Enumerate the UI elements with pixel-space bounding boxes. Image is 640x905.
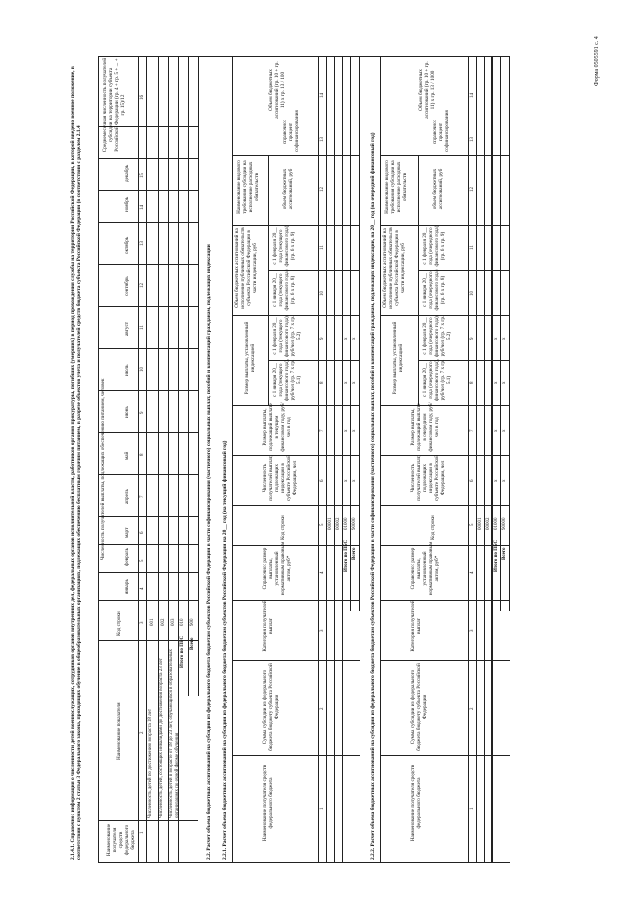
- t1-col-line: [98, 572, 198, 573]
- t1-header-col1: Наименование получателя средств федерального бюджета: [106, 823, 136, 857]
- t1-row-name: Численность детей, состоящих инвалидами до достижения возраста 23 лет: [159, 658, 164, 818]
- t1-num: 1: [140, 831, 145, 834]
- t3-col-line: [380, 755, 510, 756]
- t1-month-mar: март: [124, 527, 130, 538]
- t2-row-sep: [334, 56, 335, 863]
- t1-col-line: [98, 516, 198, 517]
- t2-total-x: x: [344, 429, 349, 432]
- t3-grand-label: Всего: [502, 547, 507, 560]
- t1-month-apr: апрель: [124, 489, 130, 504]
- t2-grand-label: Всего: [352, 547, 357, 560]
- t1-row-sep: [198, 56, 199, 696]
- t1-header-col16: Среднемесячная численность получателей субсидии на территории субъекта Российской Федерации (гр. 4 + гр. 5 + ... + гр. 15)/12: [102, 57, 126, 153]
- t3-top-border: [380, 862, 510, 863]
- t3-num: 12: [470, 187, 475, 192]
- t1-num: 6: [140, 531, 145, 534]
- t3-total-x: x: [494, 381, 499, 384]
- t1-num: 2: [140, 731, 145, 734]
- t3-num: 8: [470, 381, 475, 384]
- t2-num-row-sep: [326, 56, 327, 863]
- t3-total-code: 01000: [494, 517, 499, 530]
- t2-total-code: 01000: [344, 517, 349, 530]
- t1-num: 4: [140, 587, 145, 590]
- t1-col-line: [98, 600, 198, 601]
- t1-num: 7: [140, 495, 145, 498]
- t1-col-line: [98, 190, 198, 191]
- section-2-2-2-title: 2.2.2. Расчет объема бюджетных ассигнований на субсидии из федерального бюджета бюджетам субъектов Российской Федерации в части софинансирования (частичного) социальных выплат, пособий и компенсаций гражданам, подлежащих индексации, на 20__ год (на очередной финансовый год): [370, 132, 376, 860]
- t1-num: 14: [140, 205, 145, 210]
- t2-num: 5: [320, 523, 325, 526]
- t3-col-line: [380, 600, 510, 601]
- t3-grand-x: x: [502, 381, 507, 384]
- t2-subhdr-sep: [268, 155, 269, 405]
- t1-row-sep: [188, 56, 189, 696]
- t2-col-line: [232, 405, 360, 406]
- t2-grand-code: 90000: [352, 517, 357, 530]
- t2-num: 6: [320, 479, 325, 482]
- t3-total-x: x: [494, 429, 499, 432]
- t1-num: 16: [140, 95, 145, 100]
- t1-grand-code: 900: [190, 618, 195, 626]
- t2-top-border: [232, 862, 360, 863]
- section-2-2-1-title: 2.2.1. Расчет объема бюджетных ассигнований на субсидии из федерального бюджета бюджетам субъектов Российской Федерации на 20__ год (на текущий финансовый год): [222, 440, 228, 860]
- t1-col-line: [98, 222, 198, 223]
- t3-num: 13: [470, 137, 475, 142]
- t2-bottom-border: [232, 56, 360, 57]
- t3-header-c14: Объем бюджетных ассигнований (гр. 10 + гр. 11) x гр. 13 / 1000: [418, 61, 436, 119]
- t2-num: 11: [320, 245, 325, 250]
- t2-col-line: [232, 505, 360, 506]
- t2-num: 1: [320, 807, 325, 810]
- t2-grand-x: x: [352, 381, 357, 384]
- t1-month-dec: декабрь: [124, 164, 130, 182]
- t3-left-border: [380, 56, 381, 863]
- t1-num: 5: [140, 559, 145, 562]
- t3-grand-code: 90000: [502, 517, 507, 530]
- t2-row-sep: [350, 56, 351, 611]
- t1-col-line: [98, 348, 198, 349]
- t3-grand-x: x: [502, 337, 507, 340]
- t2-num: 7: [320, 429, 325, 432]
- t1-header-group: Численность получателей выплаты, подлежащих обеспечению питанием, человек: [100, 378, 106, 560]
- t1-col-line: [98, 432, 198, 433]
- t2-num: 10: [320, 291, 325, 296]
- t1-grand-label: Всего: [190, 637, 195, 650]
- t1-month-may: май: [124, 451, 130, 460]
- t1-month-aug: август: [124, 321, 130, 336]
- t3-num: 14: [470, 93, 475, 98]
- t2-header-c12a: объем бюджетных ассигнований, руб: [282, 168, 294, 210]
- t3-col-line: [380, 545, 510, 546]
- t3-header-c13: справочно: процент софинансирования: [432, 110, 450, 152]
- t3-total-x: x: [494, 479, 499, 482]
- t1-month-jan: январь: [124, 579, 130, 594]
- t3-num: 2: [470, 707, 475, 710]
- t3-bottom-border: [380, 56, 510, 57]
- t2-row-code: 00002: [336, 517, 341, 530]
- t2-header-c3: Категория получателей выплат: [262, 600, 274, 652]
- t3-header-c2: Сумма субсидии из федерального бюджета бюджету субъекта Российской Федерации: [410, 663, 428, 751]
- t1-col-line: [98, 158, 198, 159]
- t2-header-c10b: с 1 февраля 20__ года (текущего финансового года) (гр. 6 x гр. 9): [272, 225, 296, 267]
- t3-row-code: 00002: [486, 517, 491, 530]
- t3-num: 10: [470, 291, 475, 296]
- t1-month-sep: сентябрь: [124, 276, 130, 296]
- section-2-1-4-1-title: 2.1.4.1. Справочно: информация о численности детей военнослужащих, сотрудников органов внутренних дел, федеральных органов исполнительной власти, работников органов прокуратуры, погибших (умерших) в период прохождения службы на территории Российской Федерации, в которой введено военное положение, в соответствии с пунктом 2 статьи 3 Федерального закона, проходящих обучение в общеобразовательных организациях, подлежащих обеспечению бесплатным горячим питанием, в разрезе объектов учета и получателей средств бюджета субъекта Российской Федерации (в соответствии с разделом 2.1.4: [70, 66, 82, 860]
- t3-col-line: [380, 505, 510, 506]
- t1-header-col3: Код строки: [116, 611, 122, 636]
- t1-num: 12: [140, 283, 145, 288]
- t3-subhdr-sep: [418, 155, 419, 405]
- t2-col-line: [232, 545, 360, 546]
- t3-header-c8: Размер выплаты, установленный индексацией: [392, 321, 404, 395]
- t3-total-x: x: [494, 337, 499, 340]
- t1-col-line: [98, 264, 198, 265]
- t1-total-code: 010: [180, 618, 185, 626]
- t3-header-c10: Объем бюджетных ассигнований на исполнение публичных обязательств субъекта Российской Федерации в части индексации, руб: [382, 227, 406, 309]
- t1-num: 10: [140, 367, 145, 372]
- t1-num-row-sep: [146, 56, 147, 863]
- t2-num: 12: [320, 187, 325, 192]
- t3-header-c3: Категория получателей выплат: [410, 600, 422, 652]
- t1-num: 9: [140, 411, 145, 414]
- t3-num: 6: [470, 479, 475, 482]
- t1-month-jun: июнь: [124, 406, 130, 418]
- t3-num: 7: [470, 429, 475, 432]
- t2-num: 2: [320, 707, 325, 710]
- t2-col-line: [232, 660, 360, 661]
- t3-header-c4: Справочно: размер выплаты, установленный нормативным правовым актом, руб*: [410, 541, 440, 596]
- t3-grand-x: x: [502, 479, 507, 482]
- t2-grand-x: x: [352, 429, 357, 432]
- form-label: Форма 0505591 с. 4: [594, 36, 600, 86]
- t3-header-c8b: с 1 февраля 20__ года (очередного финансового года), руб/чел (гр. 7 x гр. 5.2): [422, 314, 452, 358]
- t3-header-c8a: с 1 января 20__ года (очередного финансового года), руб/чел (гр. 7 x гр. 5.1): [422, 358, 452, 402]
- t1-row-code: 001: [150, 618, 155, 626]
- t3-row-sep: [509, 56, 510, 611]
- t2-header-c12: Наименование видового требования субсидии на исполнение расходных обязательств: [236, 160, 260, 214]
- t2-total-x: x: [344, 381, 349, 384]
- t1-col-line: [98, 390, 198, 391]
- t3-header-c6: Численность получателей выплат, подлежащих индексации в субъекте Российской Федерации, чел: [410, 454, 446, 502]
- t2-col-line: [232, 600, 360, 601]
- t1-num: 8: [140, 453, 145, 456]
- t3-total-label: Итого по ПБС: [494, 539, 499, 572]
- t2-header-c7: Размер выплаты, подлежащий выплате в текущем финансовом году, руб/чел в год: [262, 402, 292, 452]
- t2-total-x: x: [344, 479, 349, 482]
- t2-header-c14: Объем бюджетных ассигнований (гр. 10 + гр. 11) x гр. 13 / 100: [268, 61, 286, 119]
- t3-header-c5: Код строки: [430, 515, 436, 540]
- t2-header-c8: Размер выплаты, установленный индексацией: [244, 321, 256, 395]
- t1-col-line: [98, 306, 198, 307]
- t2-num: 14: [320, 93, 325, 98]
- t2-header-c13: справочно: процент софинансирования: [282, 110, 300, 152]
- t3-col-line: [380, 405, 510, 406]
- t3-header-c10b: с 1 февраля 20__ года (очередного финансового года) (гр. 6 x гр. 9): [422, 225, 446, 267]
- t2-header-c6: Численность получателей выплат, подлежащих индексации в субъекте Российской Федерации, чел: [262, 454, 298, 502]
- t1-month-oct: октябрь: [124, 236, 130, 254]
- t3-row-sep: [500, 56, 501, 611]
- t1-col-line: [98, 544, 198, 545]
- t3-num: 1: [470, 807, 475, 810]
- t3-num: 3: [470, 629, 475, 632]
- t1-total-label: Итого по ПБС: [180, 635, 185, 668]
- t1-row-name: Численность детей в возрасте от 18 до 23 лет, обучающихся в образовательных организациях по очной форме обучения: [169, 649, 180, 818]
- t2-header-c10: Объем бюджетных ассигнований на исполнение публичных обязательств субъекта Российской Федерации в части индексации, руб: [234, 227, 258, 309]
- t3-col-line: [380, 660, 510, 661]
- t2-row-sep: [342, 56, 343, 863]
- t2-col-line: [232, 755, 360, 756]
- t3-num: 4: [470, 571, 475, 574]
- t1-month-nov: ноябрь: [124, 196, 130, 212]
- t1-month-jul: июль: [124, 364, 130, 376]
- t3-header-c10a: с 1 января 20__ года (очередного финансового года) (гр. 6 x гр. 8): [422, 269, 446, 311]
- t1-num: 11: [140, 325, 145, 330]
- t1-col-line: [98, 474, 198, 475]
- t3-row-sep: [484, 56, 485, 863]
- t2-grand-x: x: [352, 479, 357, 482]
- t2-num: 4: [320, 571, 325, 574]
- t2-header-c10a: с 1 января 20__ года (текущего финансового года) (гр. 6 x гр. 8): [272, 269, 296, 311]
- t2-num: 9: [320, 337, 325, 340]
- t3-grand-x: x: [502, 429, 507, 432]
- t1-row-code: 002: [161, 618, 166, 626]
- t2-row-sep: [359, 56, 360, 611]
- t3-num: 5: [470, 523, 475, 526]
- t1-row-code: 003: [171, 618, 176, 626]
- t3-header-c12: Наименование видового требования субсидии на исполнение расходных обязательств: [384, 160, 408, 214]
- t2-left-border: [232, 56, 233, 863]
- t1-num: 3: [140, 621, 145, 624]
- t1-header-col2: Наименование показателя: [116, 702, 122, 760]
- t3-row-code: 00001: [478, 517, 483, 530]
- t3-num-row-sep: [476, 56, 477, 863]
- t2-total-x: x: [344, 337, 349, 340]
- t1-row-name: Численность детей по достижению возраста 18 лет: [148, 708, 153, 818]
- t3-header-c7: Размер выплаты, подлежащий выплате в очередном финансовом году, руб/чел в год: [410, 402, 440, 452]
- t2-header-sep: [318, 56, 319, 863]
- t2-header-c5: Код строки: [280, 515, 286, 540]
- t2-num: 8: [320, 381, 325, 384]
- t2-header-c1: Наименование получателя средств федерального бюджета: [262, 764, 274, 842]
- t2-header-c2: Сумма субсидии из федерального бюджета бюджету субъекта Российской Федерации: [262, 663, 280, 751]
- t1-month-feb: февраль: [124, 547, 130, 566]
- t3-header-c1: Наименование получателя средств федерального бюджета: [410, 764, 422, 842]
- section-2-2-title: 2.2. Расчет объема бюджетных ассигнований на субсидии из федерального бюджета бюджетам субъектов Российской Федерации в части софинансирования (частичного) социальных выплат, пособий и компенсаций гражданам, подлежащих индексации: [206, 244, 212, 860]
- t2-grand-x: x: [352, 337, 357, 340]
- t2-header-c8a: с 1 января 20__ года (текущего финансового года), руб/чел (гр. 7 x гр. 5.1): [272, 358, 302, 402]
- t1-header-sep: [138, 56, 139, 863]
- t2-total-label: Итого по ПБС: [344, 539, 349, 572]
- t3-num: 9: [470, 337, 475, 340]
- t2-num: 3: [320, 629, 325, 632]
- t3-num: 11: [470, 245, 475, 250]
- t2-header-c8b: с 1 февраля 20__ года (текущего финансового года), руб/чел (гр. 7 x гр. 5.2): [272, 314, 302, 358]
- t2-row-code: 00001: [328, 517, 333, 530]
- t1-num: 15: [140, 173, 145, 178]
- t2-header-c4: Справочно: размер выплаты, установленный нормативным правовым актом, руб*: [262, 541, 292, 596]
- t1-num: 13: [140, 241, 145, 246]
- t3-row-sep: [492, 56, 493, 863]
- t3-header-sep: [468, 56, 469, 863]
- t2-num: 13: [320, 137, 325, 142]
- t3-header-c12a: объем бюджетных ассигнований, руб: [432, 168, 444, 210]
